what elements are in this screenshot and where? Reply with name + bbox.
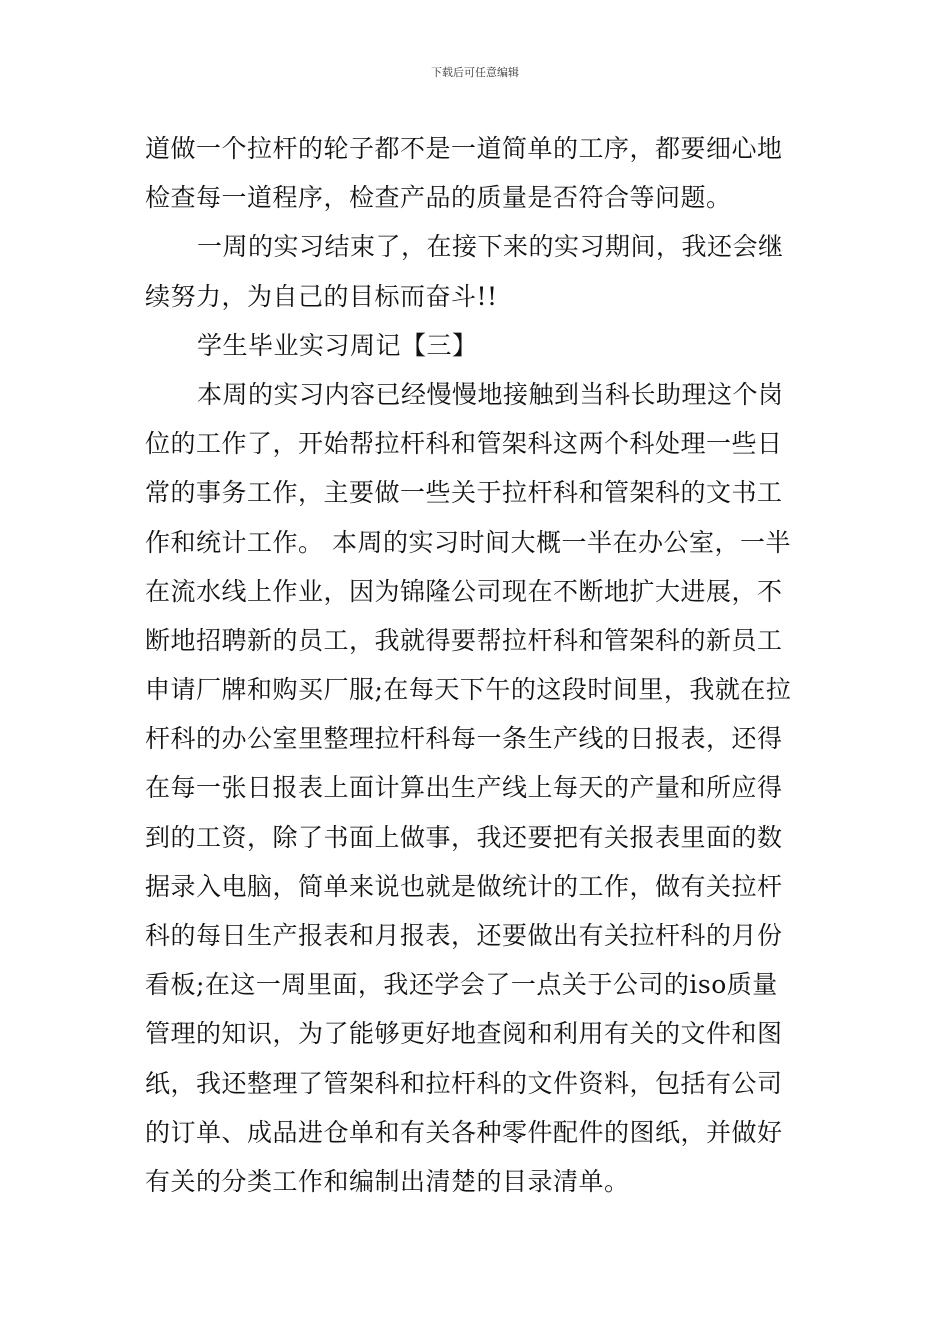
text-line: 道做一个拉杆的轮子都不是一道简单的工序，都要细心地 bbox=[145, 134, 783, 163]
text-line: 在流水线上作业，因为锦隆公司现在不断地扩大进展，不 bbox=[145, 576, 783, 606]
document-body bbox=[145, 124, 810, 1206]
text-line: 位的工作了，开始帮拉杆科和管架科这两个科处理一些日 bbox=[145, 429, 783, 459]
paragraph-start-line: 一周的实习结束了，在接下来的实习期间，我还会继 bbox=[197, 232, 784, 262]
text-line: 申请厂牌和购买厂服;在每天下午的这段时间里，我就在拉 bbox=[145, 675, 792, 705]
text-line: 的订单、成品进仓单和有关各种零件配件的图纸，并做好 bbox=[145, 1117, 783, 1147]
text-line: 有关的分类工作和编制出清楚的目录清单。 bbox=[145, 1166, 630, 1196]
section-heading: 学生毕业实习周记【三】 bbox=[197, 330, 478, 360]
text-line: 杆科的办公室里整理拉杆科每一条生产线的日报表，还得 bbox=[145, 724, 783, 754]
text-line: 在每一张日报表上面计算出生产线上每天的产量和所应得 bbox=[145, 773, 783, 803]
text-line: 断地招聘新的员工，我就得要帮拉杆科和管架科的新员工 bbox=[145, 625, 783, 655]
text-line: 科的每日生产报表和月报表，还要做出有关拉杆科的月份 bbox=[145, 921, 783, 950]
text-line: 检查每一道程序，检查产品的质量是否符合等问题。 bbox=[145, 183, 732, 213]
text-line: 常的事务工作，主要做一些关于拉杆科和管架科的文书工 bbox=[145, 478, 783, 508]
text-line: 续努力，为自己的目标而奋斗!! bbox=[145, 281, 498, 311]
text-line: 看板;在这一周里面，我还学会了一点关于公司的iso质量 bbox=[145, 970, 778, 1000]
text-line: 到的工资，除了书面上做事，我还要把有关报表里面的数 bbox=[145, 822, 783, 852]
page-header-note: 下载后可任意编辑 bbox=[431, 66, 519, 79]
text-line: 纸，我还整理了管架科和拉杆科的文件资料，包括有公司 bbox=[145, 1068, 783, 1098]
text-line: 据录入电脑，简单来说也就是做统计的工作，做有关拉杆 bbox=[145, 871, 783, 901]
text-line: 作和统计工作。 本周的实习时间大概一半在办公室，一半 bbox=[145, 527, 791, 557]
paragraph-start-line: 本周的实习内容已经慢慢地接触到当科长助理这个岗 bbox=[197, 379, 784, 409]
text-line: 管理的知识，为了能够更好地查阅和利用有关的文件和图 bbox=[145, 1019, 783, 1049]
